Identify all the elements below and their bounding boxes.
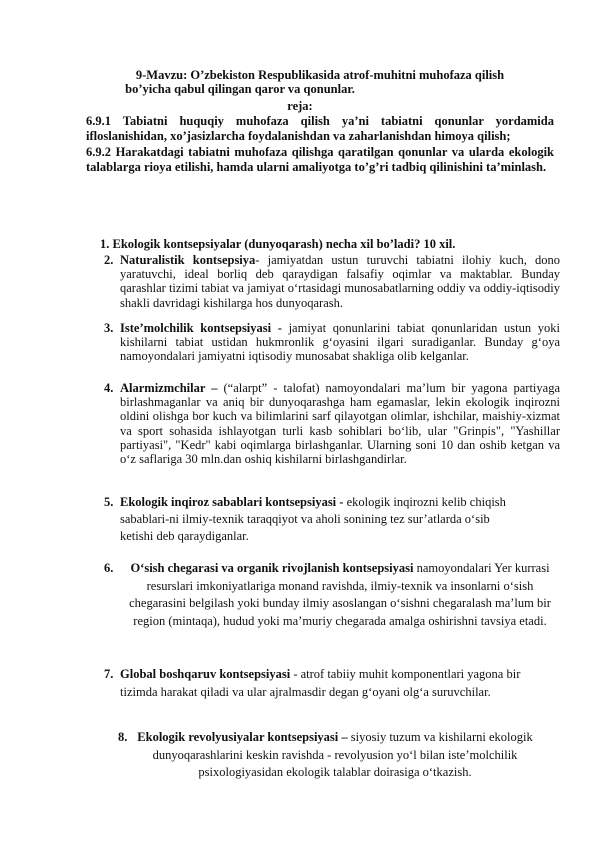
item-term: Global boshqaruv kontsepsiyasi — [120, 667, 291, 681]
item-text: jamiyat qonunlarini tabiat qonunlaridan ustun yoki kishilarni tabiat ustidan hukmronlik g‘oyasini ilgari suradiganlar. Bunday g‘oya namoyondalari jamiyatni iqtisodiy munosabat shakliga olib kelganlar. — [120, 321, 560, 364]
list-item — [104, 560, 560, 630]
item-text: namoyondalari Yer kurrasi resurslari imkoniyatlariga monand ravishda, ilmiy-texnik va insonlarni o‘sish chegarasini belgilash yoki bunday ilmiy asoslangan o‘sishni chegaralash ma’lum bir region (mintaqa), hudud yoki ma’muriy chegarada amalga oshirishni tavsiya etadi. — [129, 561, 551, 628]
list-item — [104, 253, 560, 310]
plan-label: reja: — [287, 99, 313, 113]
item-number: 7. — [104, 667, 114, 681]
list-item — [104, 666, 560, 701]
item-number: 3. — [104, 321, 114, 335]
list-item — [100, 237, 560, 251]
item-term: Alarmizmchilar – — [120, 381, 218, 395]
item-term: Naturalistik kontsepsiya — [120, 253, 256, 267]
item-number: 5. — [104, 495, 114, 509]
item-term: Ekologik inqiroz sabablari kontsepsiyasi - — [120, 495, 344, 509]
aims-block — [86, 114, 554, 175]
item-text: - atrof tabiiy muhit komponentlari yagona bir tizimda harakat qiladi va ular ajralmasdir degan g‘oyani olg‘a suruvchilar. — [120, 667, 521, 699]
item-text: siyosiy tuzum va kishilarni ekologik dunyoqarashlarini keskin ravishda - revolyusion yo‘l bilan iste’molchilik psixologiyasidan ekologik talablar doirasiga o‘tkazish. — [152, 730, 533, 779]
item-text: ekologik inqirozni kelib chiqish sabablari-ni ilmiy-texnik taraqqiyot va aholi sonining tez sur’atlarda o‘sib ketishi deb qaraydiganlar. — [120, 495, 506, 543]
list-item — [104, 321, 560, 364]
item-number: 8. — [118, 730, 128, 744]
aim-paragraph: 6.9.2 Harakatdagi tabiatni muhofaza qilishga qaratilgan qonunlar va ularda ekologik talablarga rioya etilishi, hamda ularni amaliyotga to’g’ri tadbiq qilinishini ta’minlash. — [86, 144, 554, 174]
item-term: O‘sish chegarasi va organik rivojlanish kontsepsiyasi — [130, 561, 414, 575]
list-item — [104, 494, 524, 545]
item-number: 1. — [100, 237, 110, 251]
item-text: (“alarpt” - talofat) namoyondalari ma’lum bir yagona partiyaga birlashmaganlar va aniq bir dunyoqarashga ham egamaslar, lekin ekologik inqirozni oldini olishga bor kuch va bilimlarini sarf qilayotgan olimlar, ishchilar, maishiy-xizmat va sport sohasida ishlayotgan turli kasb sohiblari bo‘lib, ular "Grinpis", "Yashillar partiyasi", "Kedr" kabi oqimlarga birlashganlar. Ularning soni 10 dan oshib ketgan va o‘z saflariga 30 mln.dan oshiq kishilarni birlashgandirlar. — [120, 381, 560, 467]
item-term: Iste’molchilik kontsepsiyasi - — [120, 321, 282, 335]
list-item — [118, 729, 538, 782]
page-title-line2: bo’yicha qabul qilingan qaror va qonunlar. — [125, 82, 355, 96]
item-term: Ekologik revolyusiyalar kontsepsiyasi – — [137, 730, 348, 744]
item-number: 6. — [104, 561, 114, 575]
item-number: 2. — [104, 253, 114, 267]
item-term: Ekologik kontsepsiyalar (dunyoqarash) necha xil bo’ladi? 10 xil. — [112, 237, 456, 251]
page-title-line1: 9-Mavzu: O’zbekiston Respublikasida atrof-muhitni muhofaza qilish — [135, 68, 505, 82]
item-text: - jamiyatdan ustun turuvchi tabiatni ilohiy kuch, dono yaratuvchi, ideal borliq deb qaraydigan falsafiy oqimlar va maktablar. Bunday qarashlar tizimi tabiat va jamiyat o‘rtasidagi munosabatlarning oddiy va oddiy-iqtisodiy shakli davridagi kishilarga hos dunyoqarash. — [120, 253, 560, 310]
aim-paragraph: 6.9.1 Tabiatni huquqiy muhofaza qilish ya’ni tabiatni qonunlar yordamida ifloslanishidan, xo’jasizlarcha foydalanishdan va zaharlanishdan himoya qilish; — [86, 114, 554, 144]
item-number: 4. — [104, 381, 114, 395]
list-item — [104, 381, 560, 466]
